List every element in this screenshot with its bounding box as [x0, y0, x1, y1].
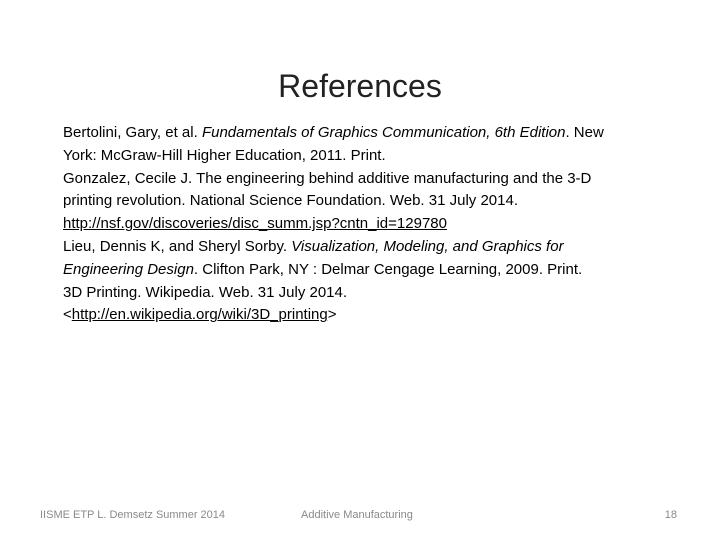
- reference-link-nsf[interactable]: http://nsf.gov/discoveries/disc_summ.jsp?cntn_id=129780: [63, 215, 447, 233]
- footer-topic: Additive Manufacturing: [301, 509, 413, 521]
- link-close-bracket: >: [327, 306, 337, 324]
- reference-publication: . Clifton Park, NY : Delmar Cengage Learning, 2009. Print.: [193, 260, 583, 278]
- slide-number: 18: [664, 509, 677, 521]
- slide-title: References: [278, 68, 442, 104]
- reference-book-title: Fundamentals of Graphics Communication, 6th Edition: [201, 124, 566, 141]
- reference-book-title: Visualization, Modeling, and Graphics for Engineering Design: [63, 237, 564, 278]
- reference-item-gonzalez: [63, 168, 623, 236]
- reference-list: [63, 122, 623, 327]
- reference-author: Bertolini, Gary, et al.: [63, 124, 198, 141]
- reference-link-wikipedia[interactable]: http://en.wikipedia.org/wiki/3D_printing: [71, 306, 328, 324]
- reference-item-3d-printing: [63, 282, 623, 328]
- reference-text: 3D Printing. Wikipedia. Web. 31 July 2014.: [63, 283, 348, 301]
- reference-text: Gonzalez, Cecile J. The engineering behind additive manufacturing and the 3-D printing revolution. National Science Foundation. Web. 31 July 2014.: [63, 169, 592, 210]
- reference-item-lieu: [63, 236, 623, 282]
- link-open-bracket: <: [63, 306, 72, 324]
- footer-author: IISME ETP L. Demsetz Summer 2014: [40, 509, 226, 521]
- reference-publication: . New York: McGraw-Hill Higher Education, 2011. Print.: [63, 124, 604, 164]
- reference-author: Lieu, Dennis K, and Sheryl Sorby.: [63, 237, 288, 255]
- reference-item-bertolini: [63, 122, 623, 168]
